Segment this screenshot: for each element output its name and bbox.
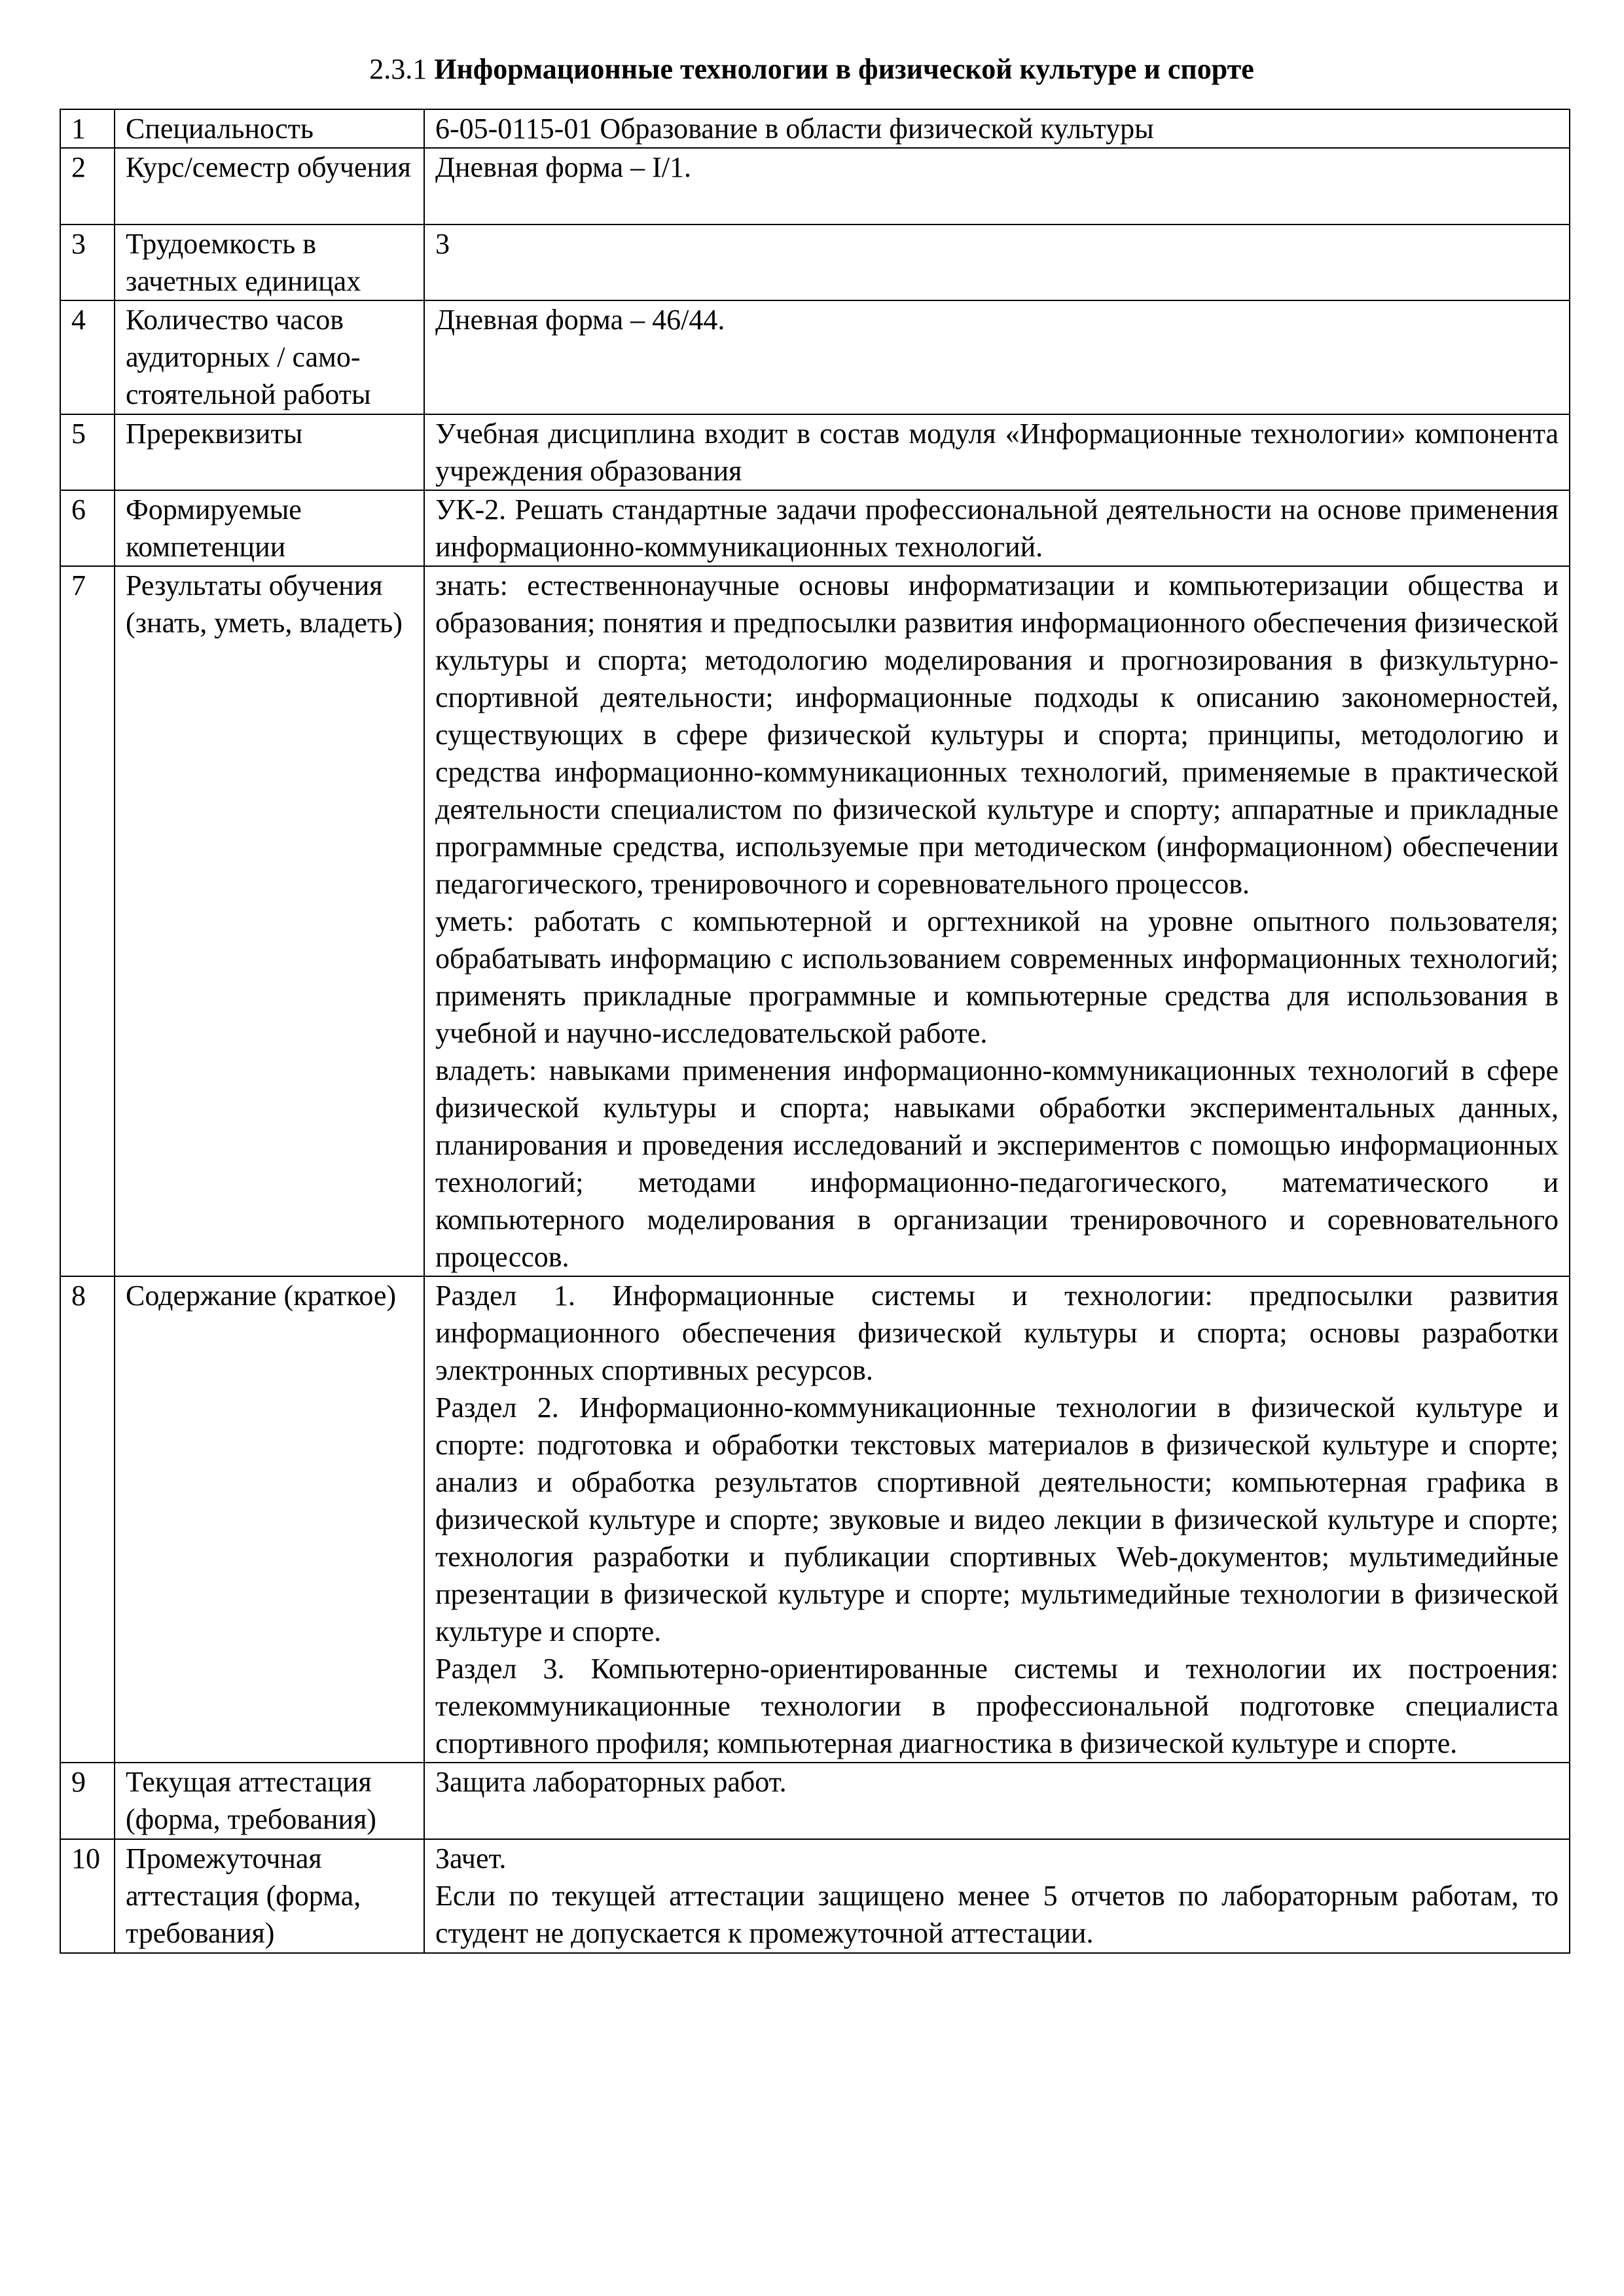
table-row bbox=[60, 490, 1570, 566]
row-label: Специальность bbox=[115, 109, 424, 148]
row-number: 8 bbox=[60, 1276, 115, 1763]
table-row bbox=[60, 148, 1570, 224]
table-row bbox=[60, 224, 1570, 300]
row-label: Результаты обучения (знать, уметь, владеть) bbox=[115, 566, 424, 1276]
block-text: навыками применения информационно-коммуникационных технологий в сфере физической культуры и спорта; навыками обработки экспериментальных данных, планирования и проведения исследований и экспериментов с помощью информационных технологий; методами информационно-педагогического, математического и компьютерного моделирования в организации тренировочного и соревновательного процессов. bbox=[435, 1054, 1559, 1273]
learning-outcome-master bbox=[435, 1052, 1559, 1276]
block-text: Информационные системы и технологии: предпосылки развития информационного обеспечения физической культуры и спорта; основы разработки электронных спортивных ресурсов. bbox=[435, 1280, 1559, 1386]
row-label: Содержание (краткое) bbox=[115, 1276, 424, 1763]
row-label: Пререквизиты bbox=[115, 414, 424, 490]
row-content: Учебная дисциплина входит в состав модуля «Информационные технологии» компонента учреждения образования bbox=[424, 414, 1570, 490]
row-label: Формируемые компетенции bbox=[115, 490, 424, 566]
learning-outcome-know bbox=[435, 567, 1559, 903]
learning-outcome-can bbox=[435, 903, 1559, 1052]
row-content: 6-05-0115-01 Образование в области физической культуры bbox=[424, 109, 1570, 148]
table-row bbox=[60, 1839, 1570, 1953]
row-content bbox=[424, 1276, 1570, 1763]
block-text: работать с компьютерной и оргтехникой на уровне опытного пользователя; обрабатывать информацию с использованием современных информационных технологий; применять прикладные программные и компьютерные средства для использования в учебной и научно-исследовательской работе. bbox=[435, 905, 1559, 1049]
row-number: 9 bbox=[60, 1763, 115, 1839]
final-assessment-form: Зачет. bbox=[435, 1842, 507, 1874]
block-lead: Раздел 1. bbox=[435, 1280, 575, 1312]
table-row bbox=[60, 566, 1570, 1276]
row-number: 4 bbox=[60, 300, 115, 414]
row-label: Текущая аттестация (форма, требования) bbox=[115, 1763, 424, 1839]
row-content: Дневная форма – I/1. bbox=[424, 148, 1570, 224]
row-content bbox=[424, 566, 1570, 1276]
block-text: естественнонаучные основы информатизации и компьютеризации общества и образования; понятия и предпосылки развития информационного обеспечения физической культуры и спорта; методологию моделирования и прогнозирования в физкультурно-спортивной деятельности; информационные подходы к описанию закономерностей, существующих в сфере физической культуры и спорта; принципы, методологию и средства информационно-коммуникационных технологий, применяемые в практической деятельности специалистом по физической культуре и спорту; аппаратные и прикладные программные средства, используемые при методическом (информационном) обеспечении педагогического, тренировочного и соревновательного процессов. bbox=[435, 569, 1559, 900]
row-number: 6 bbox=[60, 490, 115, 566]
block-lead: Раздел 3. bbox=[435, 1653, 565, 1685]
block-text: Компьютерно-ориентированные системы и технологии их построения: телекоммуникационные технологии в профессиональной подготовке специалиста спортивного профиля; компьютерная диагностика в физической культуре и спорте. bbox=[435, 1653, 1559, 1759]
row-content: Дневная форма – 46/44. bbox=[424, 300, 1570, 414]
row-number: 3 bbox=[60, 224, 115, 300]
row-content: 3 bbox=[424, 224, 1570, 300]
row-label: Трудоемкость в зачетных единицах bbox=[115, 224, 424, 300]
table-row bbox=[60, 109, 1570, 148]
row-number: 1 bbox=[60, 109, 115, 148]
row-content: УК-2. Решать стандартные задачи профессиональной деятельности на основе применения информационно-коммуникационных технологий. bbox=[424, 490, 1570, 566]
block-text: Информационно-коммуникационные технологии в физической культуре и спорте: подготовка и обработки текстовых материалов в физической культуре и спорте; анализ и обработка результатов спортивной деятельности; компьютерная графика в физической культуре и спорте; звуковые и видео лекции в физической культуре и спорте; технология разработки и публикации спортивных Web-документов; мультимедийные презентации в физической культуре и спорте; мультимедийные технологии в физической культуре и спорте. bbox=[435, 1391, 1559, 1647]
row-number: 10 bbox=[60, 1839, 115, 1953]
syllabus-table bbox=[60, 109, 1570, 1954]
content-section-3 bbox=[435, 1650, 1559, 1762]
block-lead: владеть: bbox=[435, 1054, 537, 1086]
final-assessment-requirement: Если по текущей аттестации защищено менее 5 отчетов по лабораторным работам, то студент не допускается к промежуточной аттестации. bbox=[435, 1880, 1559, 1949]
row-label: Количество часов аудиторных / само-стоятельной работы bbox=[115, 300, 424, 414]
row-label: Курс/семестр обучения bbox=[115, 148, 424, 224]
block-lead: уметь: bbox=[435, 905, 514, 937]
table-row bbox=[60, 414, 1570, 490]
section-heading bbox=[59, 51, 1564, 88]
row-content bbox=[424, 1839, 1570, 1953]
content-section-2 bbox=[435, 1389, 1559, 1650]
section-number: 2.3.1 bbox=[369, 53, 427, 85]
row-number: 5 bbox=[60, 414, 115, 490]
row-number: 2 bbox=[60, 148, 115, 224]
section-title: Информационные технологии в физической культуре и спорте bbox=[434, 53, 1254, 85]
block-lead: знать: bbox=[435, 569, 508, 601]
row-content: Защита лабораторных работ. bbox=[424, 1763, 1570, 1839]
block-lead: Раздел 2. bbox=[435, 1391, 559, 1424]
table-row bbox=[60, 1276, 1570, 1763]
row-label: Промежуточная аттестация (форма, требования) bbox=[115, 1839, 424, 1953]
table-row bbox=[60, 300, 1570, 414]
row-number: 7 bbox=[60, 566, 115, 1276]
table-row bbox=[60, 1763, 1570, 1839]
content-section-1 bbox=[435, 1277, 1559, 1389]
